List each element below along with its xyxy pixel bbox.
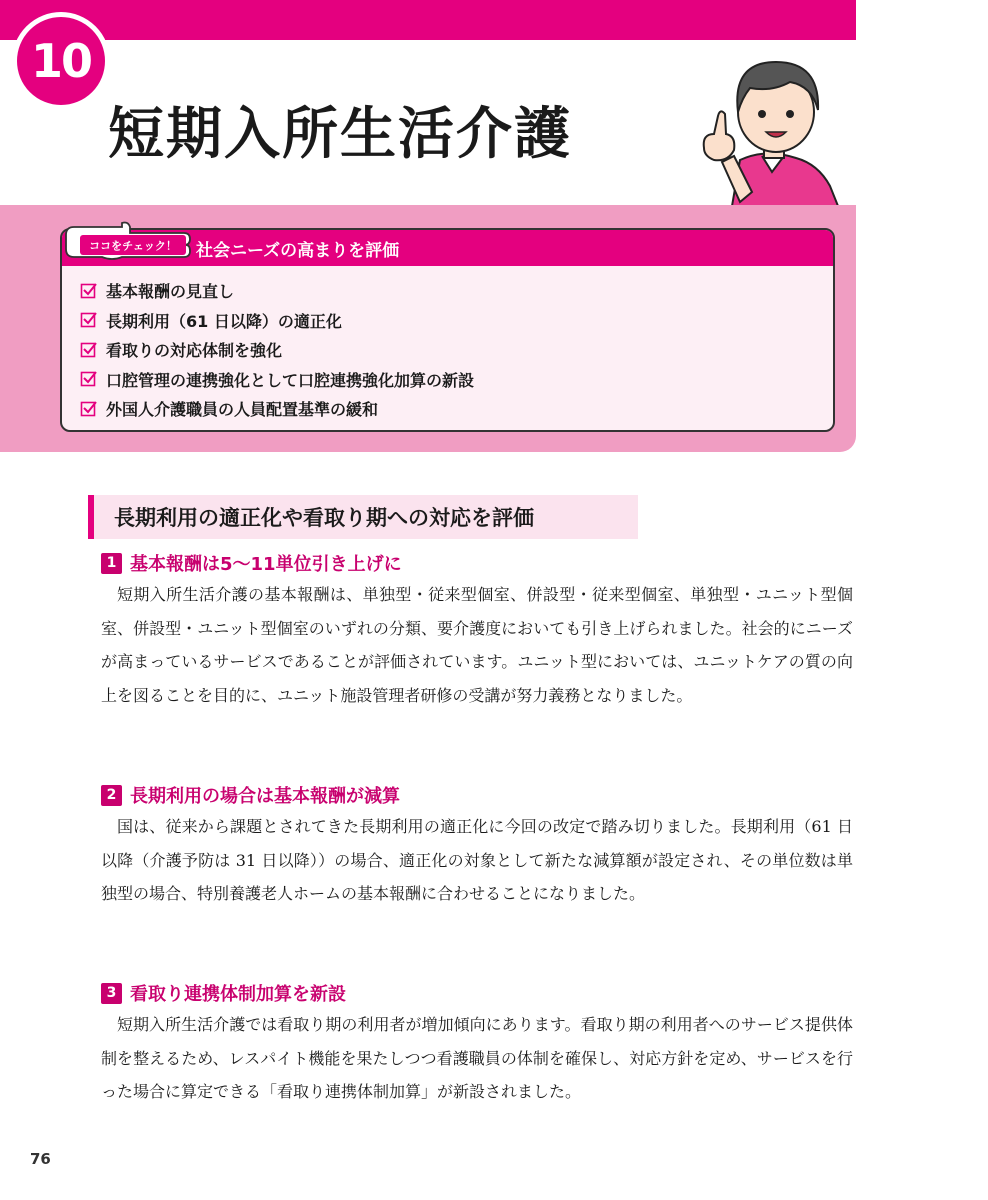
subsection-body: 短期入所生活介護の基本報酬は、単独型・従来型個室、併設型・従来型個室、単独型・ユニット型個室、併設型・ユニット型個室のいずれの分類、要介護度においても引き上げられました。社会的にニーズが高まっているサービスであることが評価されています。ユニット型においては、ユニットケアの質の向上を図ることを目的に、ユニット施設管理者研修の受講が努力義務となりました。: [101, 585, 853, 705]
subsection-heading: [101, 782, 400, 808]
subsection-number: 1: [101, 553, 122, 574]
subsection-heading: [101, 980, 346, 1006]
page-number: 76: [30, 1150, 51, 1168]
checklist-item-text: 外国人介護職員の人員配置基準の緩和: [106, 400, 379, 420]
checklist-item: [80, 306, 833, 336]
checklist-item: [80, 394, 833, 424]
page-title: 短期入所生活介護: [108, 102, 572, 167]
checkbox-checked-icon: [80, 282, 98, 300]
checklist: [62, 266, 833, 424]
checklist-item: [80, 335, 833, 365]
subsection-title: 基本報酬は5〜11単位引き上げに: [130, 554, 402, 575]
checklist-item-text: 看取りの対応体制を強化: [106, 341, 283, 361]
subsection-number: 3: [101, 983, 122, 1004]
checklist-item: [80, 365, 833, 395]
subsection-title: 看取り連携体制加算を新設: [130, 984, 346, 1005]
checkbox-checked-icon: [80, 311, 98, 329]
checklist-badge-label: ココをチェック！: [89, 239, 177, 253]
checklist-item-text: 長期利用（61 日以降）の適正化: [106, 311, 342, 331]
header-band: [0, 0, 856, 40]
chapter-number: 10: [12, 12, 110, 110]
subsection-heading: [101, 550, 402, 576]
mascot-illustration: [692, 52, 840, 206]
checklist-item-text: 口腔管理の連携強化として口腔連携強化加算の新設: [106, 370, 475, 390]
subsection-body: 短期入所生活介護では看取り期の利用者が増加傾向にあります。看取り期の利用者へのサービス提供体制を整えるため、レスパイト機能を果たしつつ看護職員の体制を確保し、対応方針を定め、サービスを行った場合に算定できる「看取り連携体制加算」が新設されました。: [101, 1015, 853, 1101]
checkbox-checked-icon: [80, 341, 98, 359]
subsection-title: 長期利用の場合は基本報酬が減算: [130, 786, 400, 807]
subsection-body: 国は、従来から課題とされてきた長期利用の適正化に今回の改定で踏み切りました。長期利用（61 日以降（介護予防は 31 日以降））の場合、適正化の対象として新たな減算額が設定され、その単位数は単独型の場合、特別養護老人ホームの基本報酬に合わせることになりました。: [101, 817, 853, 903]
section-heading: 長期利用の適正化や看取り期への対応を評価: [88, 495, 638, 539]
checkbox-checked-icon: [80, 400, 98, 418]
subsection-number: 2: [101, 785, 122, 806]
checklist-item: [80, 276, 833, 306]
checklist-title: 社会ニーズの高まりを評価: [196, 241, 400, 261]
pointing-hand-badge-icon: [62, 221, 192, 269]
checklist-item-text: 基本報酬の見直し: [106, 282, 235, 302]
checkbox-checked-icon: [80, 370, 98, 388]
